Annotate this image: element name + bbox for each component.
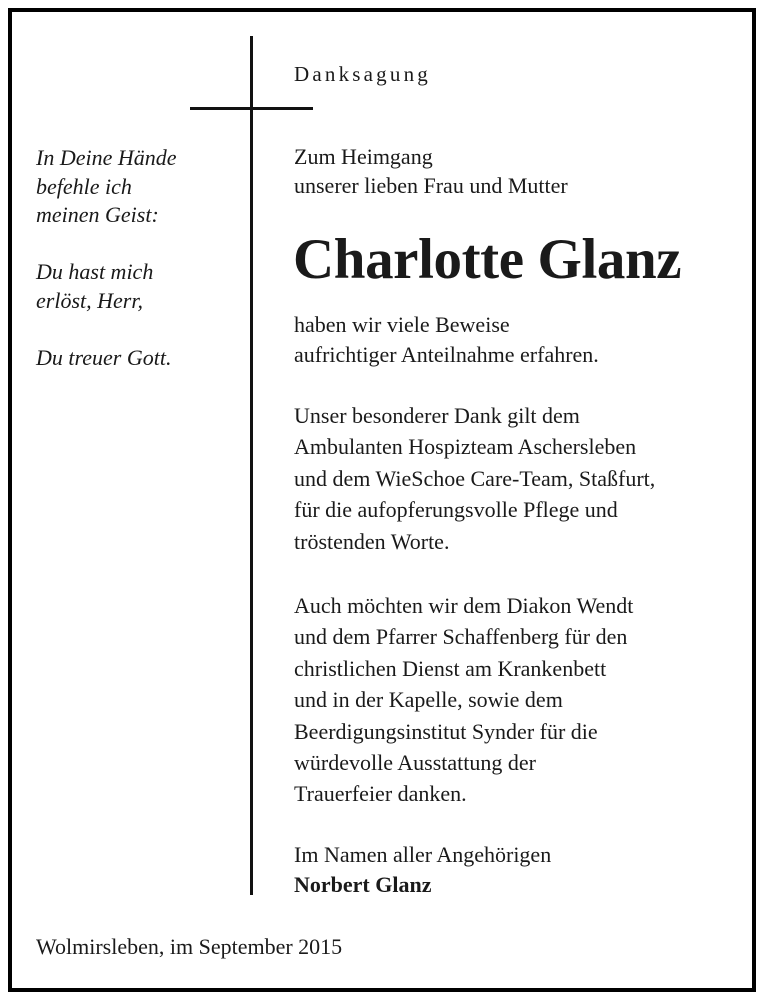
cross-vertical-bar	[250, 36, 253, 895]
psalm-verse-1: In Deine Hände befehle ich meinen Geist:	[36, 145, 177, 227]
psalm-verse-2: Du hast mich erlöst, Herr,	[36, 259, 154, 313]
paragraph-thanks-hospice: Unser besonderer Dank gilt dem Ambulanten Hospizteam Aschersleben und dem WieSchoe Care-Team, Staßfurt, für die aufopferungsvolle Pflege und tröstenden Worte.	[294, 403, 656, 554]
signer-name: Norbert Glanz	[294, 872, 432, 897]
notice-heading: Danksagung	[294, 62, 431, 86]
paragraph-thanks-clergy: Auch möchten wir dem Diakon Wendt und dem Pfarrer Schaffenberg für den christlichen Dienst am Krankenbett und in der Kapelle, sowie dem Beerdigungsinstitut Synder für die würdevolle Ausstattung der Trauerfeier danken.	[294, 593, 634, 807]
place-date: Wolmirsleben, im September 2015	[36, 934, 343, 959]
deceased-name: Charlotte Glanz	[293, 228, 682, 291]
notice-frame	[8, 8, 756, 992]
paragraph-on-behalf: Im Namen aller Angehörigen	[294, 842, 552, 867]
intro-text: Zum Heimgang unserer lieben Frau und Mutter	[294, 144, 568, 198]
psalm-verse-3: Du treuer Gott.	[36, 345, 172, 370]
cross-horizontal-bar	[190, 107, 313, 110]
paragraph-condolences: haben wir viele Beweise aufrichtiger Anteilnahme erfahren.	[294, 312, 599, 367]
